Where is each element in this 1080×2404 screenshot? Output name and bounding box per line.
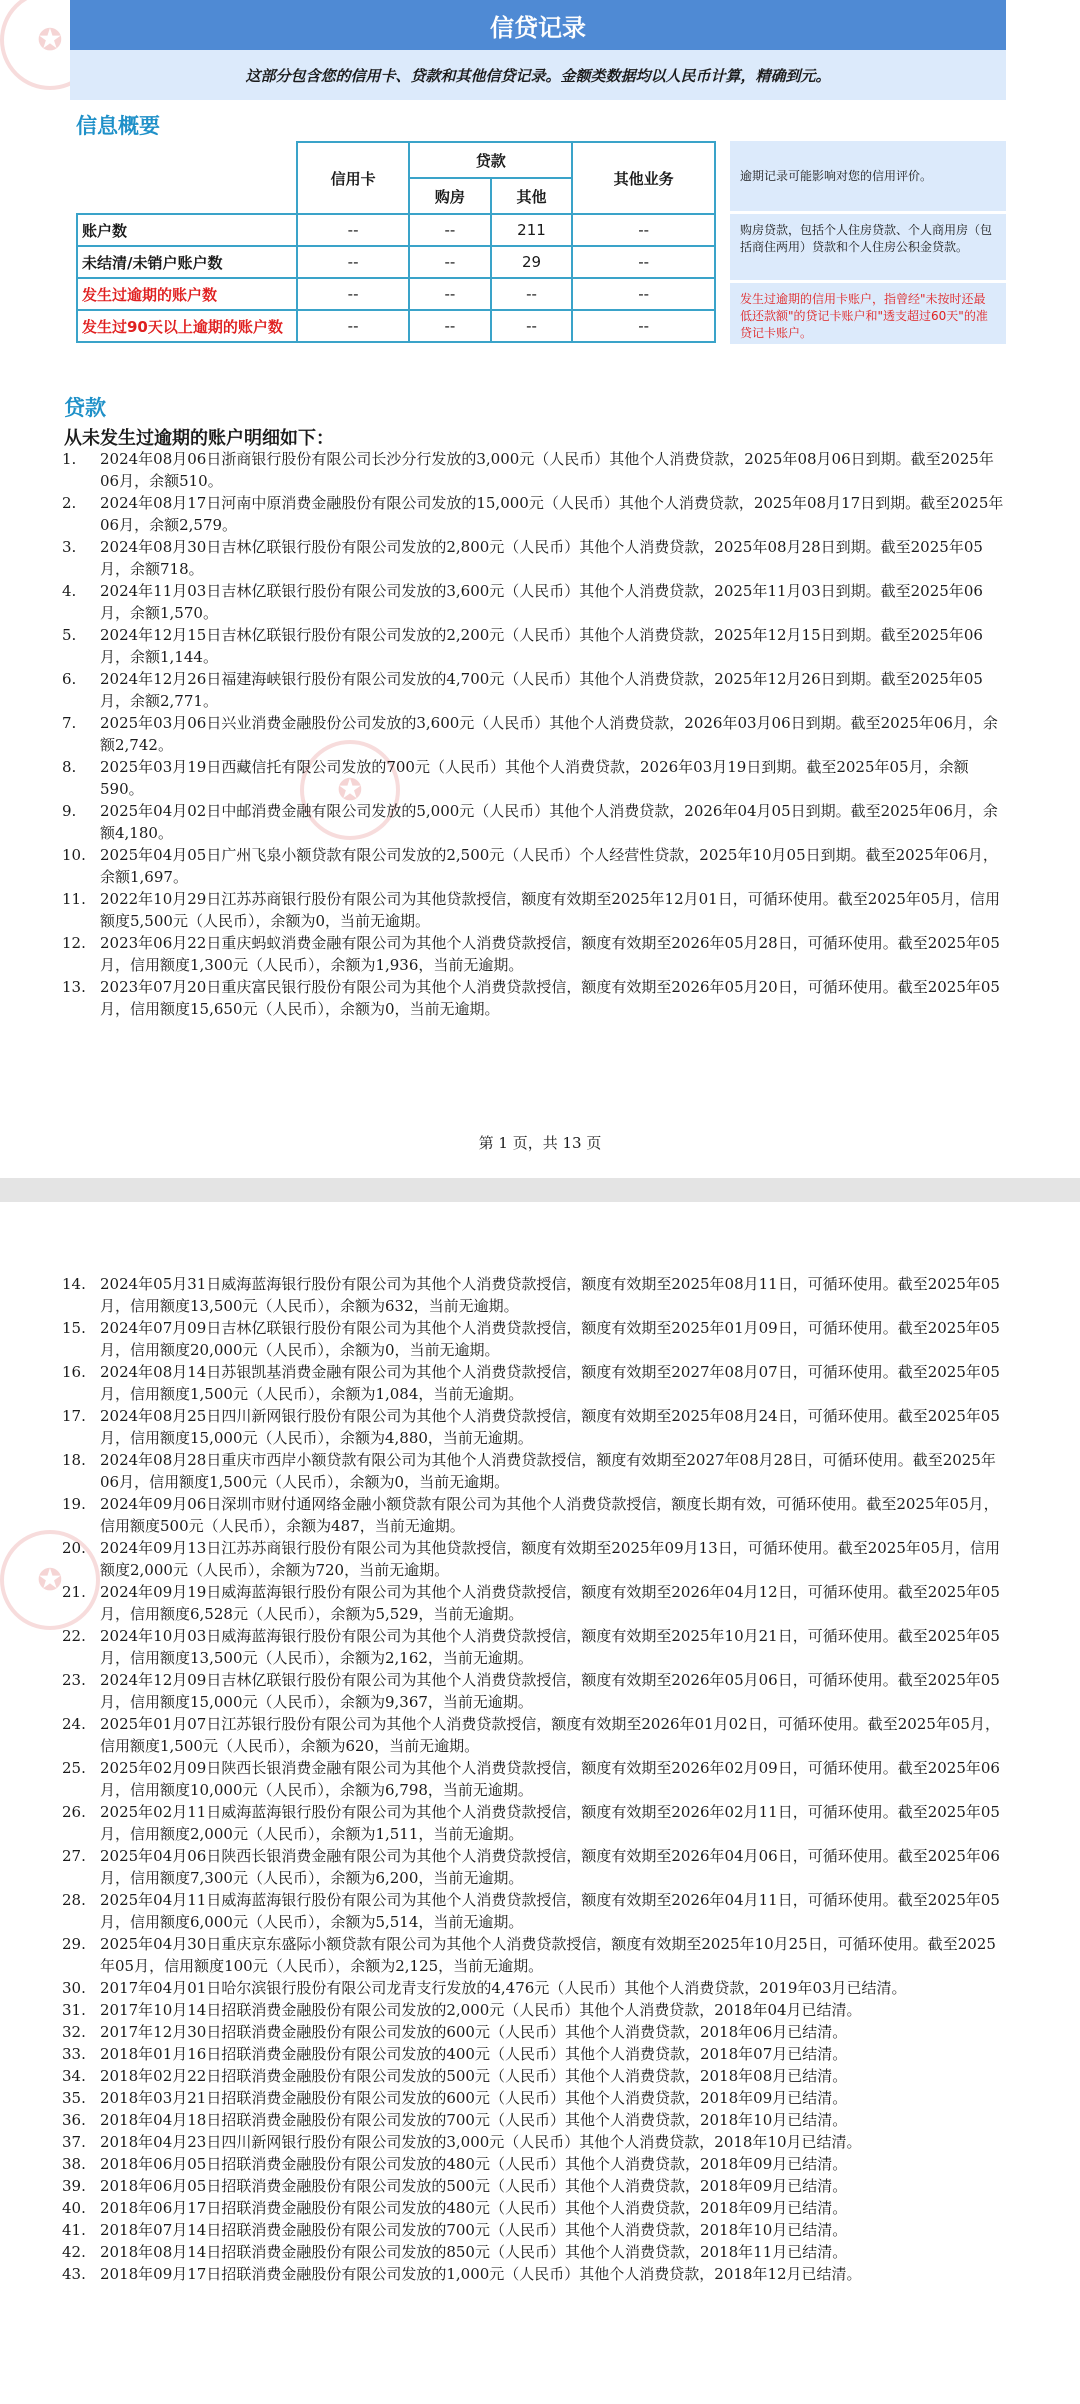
list-item [0, 1669, 1080, 1713]
list-item [0, 2109, 1080, 2131]
item-text: 2018年02月22日招联消费金融股份有限公司发放的500元（人民币）其他个人消费贷款，2018年08月已结清。 [100, 2067, 848, 2085]
item-number: 10. [62, 846, 86, 864]
list-item [0, 756, 1080, 800]
item-text: 2023年06月22日重庆蚂蚁消费金融有限公司为其他个人消费贷款授信，额度有效期至2026年05月28日，可循环使用。截至2025年05月，信用额度1,300元（人民币），余额为1,936，当前无逾期。 [100, 934, 1000, 974]
item-number: 7. [62, 714, 77, 732]
cell-other: 211 [491, 214, 573, 246]
seal-watermark: ✪ [300, 740, 400, 840]
item-text: 2024年08月17日河南中原消费金融股份有限公司发放的15,000元（人民币）其他个人消费贷款，2025年08月17日到期。截至2025年06月，余额2,579。 [100, 494, 1004, 534]
overview-notes [730, 141, 1006, 347]
col-credit-card: 信用卡 [297, 142, 409, 214]
item-text: 2024年12月15日吉林亿联银行股份有限公司发放的2,200元（人民币）其他个人消费贷款，2025年12月15日到期。截至2025年06月，余额1,144。 [100, 626, 983, 666]
list-item [0, 1889, 1080, 1933]
item-number: 41. [62, 2221, 86, 2239]
note: 发生过逾期的信用卡账户，指曾经"未按时还最低还款额"的贷记卡账户和"透支超过60天"的准贷记卡账户。 [730, 283, 1006, 344]
loans-title: 贷款 [64, 396, 106, 420]
item-number: 29. [62, 1935, 86, 1953]
seal-watermark: ✪ [0, 0, 100, 90]
cell-credit-card: -- [297, 278, 409, 310]
item-number: 4. [62, 582, 77, 600]
list-item [0, 580, 1080, 624]
loan-list-page2 [0, 1273, 1080, 2285]
item-text: 2018年07月14日招联消费金融股份有限公司发放的700元（人民币）其他个人消费贷款，2018年10月已结清。 [100, 2221, 848, 2239]
item-text: 2024年11月03日吉林亿联银行股份有限公司发放的3,600元（人民币）其他个人消费贷款，2025年11月03日到期。截至2025年06月，余额1,570。 [100, 582, 983, 622]
item-number: 37. [62, 2133, 86, 2151]
item-number: 43. [62, 2265, 86, 2283]
item-number: 3. [62, 538, 77, 556]
list-item [0, 2131, 1080, 2153]
item-number: 11. [62, 890, 86, 908]
item-number: 24. [62, 1715, 86, 1733]
item-text: 2024年08月25日四川新网银行股份有限公司为其他个人消费贷款授信，额度有效期至2025年08月24日，可循环使用。截至2025年05月，信用额度15,000元（人民币），余额为4,880，当前无逾期。 [100, 1407, 1000, 1447]
item-text: 2025年03月19日西藏信托有限公司发放的700元（人民币）其他个人消费贷款，2026年03月19日到期。截至2025年05月，余额590。 [100, 758, 969, 798]
row-label: 发生过90天以上逾期的账户数 [77, 310, 297, 342]
item-text: 2024年09月13日江苏苏商银行股份有限公司为其他贷款授信，额度有效期至2025年09月13日，可循环使用。截至2025年05月，信用额度2,000元（人民币），余额为720，当前无逾期。 [100, 1539, 1000, 1579]
list-item [0, 2175, 1080, 2197]
item-text: 2025年04月02日中邮消费金融有限公司发放的5,000元（人民币）其他个人消费贷款，2026年04月05日到期。截至2025年06月，余额4,180。 [100, 802, 998, 842]
item-text: 2022年10月29日江苏苏商银行股份有限公司为其他贷款授信，额度有效期至2025年12月01日，可循环使用。截至2025年05月，信用额度5,500元（人民币），余额为0，当前无逾期。 [100, 890, 1000, 930]
item-text: 2018年06月17日招联消费金融股份有限公司发放的480元（人民币）其他个人消费贷款，2018年09月已结清。 [100, 2199, 848, 2217]
item-number: 19. [62, 1495, 86, 1513]
list-item [0, 2043, 1080, 2065]
page-subtitle: 这部分包含您的信用卡、贷款和其他信贷记录。金额类数据均以人民币计算，精确到元。 [70, 50, 1006, 100]
list-item [0, 1977, 1080, 1999]
item-number: 16. [62, 1363, 86, 1381]
item-text: 2024年08月14日苏银凯基消费金融有限公司为其他个人消费贷款授信，额度有效期至2027年08月07日，可循环使用。截至2025年05月，信用额度1,500元（人民币），余额为1,084，当前无逾期。 [100, 1363, 1000, 1403]
cell-other: -- [491, 278, 573, 310]
item-text: 2024年07月09日吉林亿联银行股份有限公司为其他个人消费贷款授信，额度有效期至2025年01月09日，可循环使用。截至2025年05月，信用额度20,000元（人民币），余额为0，当前无逾期。 [100, 1319, 1000, 1359]
item-text: 2017年10月14日招联消费金融股份有限公司发放的2,000元（人民币）其他个人消费贷款，2018年04月已结清。 [100, 2001, 862, 2019]
list-item [0, 888, 1080, 932]
row-label: 账户数 [77, 214, 297, 246]
list-item [0, 2219, 1080, 2241]
item-text: 2024年12月09日吉林亿联银行股份有限公司为其他个人消费贷款授信，额度有效期至2026年05月06日，可循环使用。截至2025年05月，信用额度15,000元（人民币），余额为9,367，当前无逾期。 [100, 1671, 1000, 1711]
list-item [0, 800, 1080, 844]
list-item [0, 712, 1080, 756]
cell-credit-card: -- [297, 310, 409, 342]
row-label: 未结清/未销户账户数 [77, 246, 297, 278]
list-item [0, 1405, 1080, 1449]
item-text: 2018年04月23日四川新网银行股份有限公司发放的3,000元（人民币）其他个人消费贷款，2018年10月已结清。 [100, 2133, 862, 2151]
item-text: 2024年08月28日重庆市西岸小额贷款有限公司为其他个人消费贷款授信，额度有效期至2027年08月28日，可循环使用。截至2025年06月，信用额度1,500元（人民币），余额为0，当前无逾期。 [100, 1451, 996, 1491]
list-item [0, 1449, 1080, 1493]
overview-row [77, 278, 715, 310]
item-number: 34. [62, 2067, 86, 2085]
item-number: 20. [62, 1539, 86, 1557]
loans-intro: 从未发生过逾期的账户明细如下： [64, 428, 334, 449]
list-item [0, 2197, 1080, 2219]
item-text: 2018年03月21日招联消费金融股份有限公司发放的600元（人民币）其他个人消费贷款，2018年09月已结清。 [100, 2089, 848, 2107]
item-number: 25. [62, 1759, 86, 1777]
cell-other: -- [491, 310, 573, 342]
list-item [0, 2263, 1080, 2285]
cell-other-biz: -- [572, 214, 715, 246]
list-item [0, 1493, 1080, 1537]
list-item [0, 844, 1080, 888]
row-label: 发生过逾期的账户数 [77, 278, 297, 310]
list-item [0, 1757, 1080, 1801]
item-text: 2018年01月16日招联消费金融股份有限公司发放的400元（人民币）其他个人消费贷款，2018年07月已结清。 [100, 2045, 848, 2063]
list-item [0, 2241, 1080, 2263]
item-number: 2. [62, 494, 77, 512]
overview-title: 信息概要 [76, 114, 160, 138]
list-item [0, 624, 1080, 668]
item-text: 2025年04月30日重庆京东盛际小额贷款有限公司为其他个人消费贷款授信，额度有效期至2025年10月25日，可循环使用。截至2025年05月，信用额度100元（人民币），余额为2,125，当前无逾期。 [100, 1935, 996, 1975]
col-other-biz: 其他业务 [572, 142, 715, 214]
list-item [0, 2021, 1080, 2043]
item-number: 17. [62, 1407, 86, 1425]
overview-row [77, 214, 715, 246]
item-text: 2024年05月31日威海蓝海银行股份有限公司为其他个人消费贷款授信，额度有效期至2025年08月11日，可循环使用。截至2025年05月，信用额度13,500元（人民币），余额为632，当前无逾期。 [100, 1275, 1000, 1315]
item-number: 39. [62, 2177, 86, 2195]
item-text: 2018年08月14日招联消费金融股份有限公司发放的850元（人民币）其他个人消费贷款，2018年11月已结清。 [100, 2243, 848, 2261]
item-text: 2024年08月30日吉林亿联银行股份有限公司发放的2,800元（人民币）其他个人消费贷款，2025年08月28日到期。截至2025年05月，余额718。 [100, 538, 983, 578]
item-number: 21. [62, 1583, 86, 1601]
cell-house: -- [409, 278, 491, 310]
cell-house: -- [409, 214, 491, 246]
col-other: 其他 [491, 178, 573, 214]
item-number: 40. [62, 2199, 86, 2217]
list-item [0, 932, 1080, 976]
item-number: 26. [62, 1803, 86, 1821]
item-text: 2025年03月06日兴业消费金融股份公司发放的3,600元（人民币）其他个人消费贷款，2026年03月06日到期。截至2025年06月，余额2,742。 [100, 714, 998, 754]
list-item [0, 1581, 1080, 1625]
cell-other-biz: -- [572, 310, 715, 342]
page-number: 第 1 页，共 13 页 [478, 1134, 602, 1152]
page-title: 信贷记录 [70, 0, 1006, 50]
cell-credit-card: -- [297, 246, 409, 278]
loan-list-page1 [0, 448, 1080, 1020]
list-item [0, 1933, 1080, 1977]
item-text: 2023年07月20日重庆富民银行股份有限公司为其他个人消费贷款授信，额度有效期至2026年05月20日，可循环使用。截至2025年05月，信用额度15,650元（人民币），余额为0，当前无逾期。 [100, 978, 1000, 1018]
item-number: 14. [62, 1275, 86, 1293]
list-item [0, 2087, 1080, 2109]
item-number: 33. [62, 2045, 86, 2063]
note: 逾期记录可能影响对您的信用评价。 [730, 141, 1006, 211]
item-number: 27. [62, 1847, 86, 1865]
item-number: 28. [62, 1891, 86, 1909]
item-number: 5. [62, 626, 77, 644]
corner-cell [77, 142, 297, 214]
item-number: 8. [62, 758, 77, 776]
item-text: 2025年04月06日陕西长银消费金融有限公司为其他个人消费贷款授信，额度有效期至2026年04月06日，可循环使用。截至2025年06月，信用额度7,300元（人民币），余额为6,200，当前无逾期。 [100, 1847, 1000, 1887]
list-item [0, 1273, 1080, 1317]
list-item [0, 1999, 1080, 2021]
item-number: 32. [62, 2023, 86, 2041]
cell-other-biz: -- [572, 278, 715, 310]
cell-other: 29 [491, 246, 573, 278]
item-text: 2025年04月11日威海蓝海银行股份有限公司为其他个人消费贷款授信，额度有效期至2026年04月11日，可循环使用。截至2025年05月，信用额度6,000元（人民币），余额为5,514，当前无逾期。 [100, 1891, 1000, 1931]
item-text: 2017年12月30日招联消费金融股份有限公司发放的600元（人民币）其他个人消费贷款，2018年06月已结清。 [100, 2023, 848, 2041]
note: 购房贷款，包括个人住房贷款、个人商用房（包括商住两用）贷款和个人住房公积金贷款。 [730, 214, 1006, 280]
item-text: 2024年12月26日福建海峡银行股份有限公司发放的4,700元（人民币）其他个人消费贷款，2025年12月26日到期。截至2025年05月，余额2,771。 [100, 670, 983, 710]
cell-house: -- [409, 310, 491, 342]
item-number: 9. [62, 802, 77, 820]
list-item [0, 2153, 1080, 2175]
item-text: 2018年04月18日招联消费金融股份有限公司发放的700元（人民币）其他个人消费贷款，2018年10月已结清。 [100, 2111, 848, 2129]
seal-watermark: ✪ [0, 1530, 100, 1630]
item-text: 2025年02月11日威海蓝海银行股份有限公司为其他个人消费贷款授信，额度有效期至2026年02月11日，可循环使用。截至2025年05月，信用额度2,000元（人民币），余额为1,511，当前无逾期。 [100, 1803, 1000, 1843]
item-text: 2025年04月05日广州飞泉小额贷款有限公司发放的2,500元（人民币）个人经营性贷款，2025年10月05日到期。截至2025年06月，余额1,697。 [100, 846, 998, 886]
item-number: 30. [62, 1979, 86, 1997]
item-number: 12. [62, 934, 86, 952]
item-number: 35. [62, 2089, 86, 2107]
item-text: 2024年08月06日浙商银行股份有限公司长沙分行发放的3,000元（人民币）其他个人消费贷款，2025年08月06日到期。截至2025年06月，余额510。 [100, 450, 994, 490]
list-item [0, 1801, 1080, 1845]
list-item [0, 1537, 1080, 1581]
cell-house: -- [409, 246, 491, 278]
list-item [0, 976, 1080, 1020]
cell-other-biz: -- [572, 246, 715, 278]
item-number: 18. [62, 1451, 86, 1469]
page-divider [0, 1178, 1080, 1202]
list-item [0, 492, 1080, 536]
item-number: 22. [62, 1627, 86, 1645]
item-text: 2018年09月17日招联消费金融股份有限公司发放的1,000元（人民币）其他个人消费贷款，2018年12月已结清。 [100, 2265, 862, 2283]
list-item [0, 536, 1080, 580]
item-text: 2025年02月09日陕西长银消费金融有限公司为其他个人消费贷款授信，额度有效期至2026年02月09日，可循环使用。截至2025年06月，信用额度10,000元（人民币），余额为6,798，当前无逾期。 [100, 1759, 1000, 1799]
list-item [0, 1713, 1080, 1757]
list-item [0, 2065, 1080, 2087]
item-text: 2017年04月01日哈尔滨银行股份有限公司龙青支行发放的4,476元（人民币）其他个人消费贷款，2019年03月已结清。 [100, 1979, 907, 1997]
col-loan: 贷款 [409, 142, 572, 178]
item-text: 2024年09月06日深圳市财付通网络金融小额贷款有限公司为其他个人消费贷款授信，额度长期有效，可循环使用。截至2025年05月，信用额度500元（人民币），余额为487，当前无逾期。 [100, 1495, 999, 1535]
item-number: 13. [62, 978, 86, 996]
item-number: 6. [62, 670, 77, 688]
overview-table [76, 141, 716, 343]
item-text: 2025年01月07日江苏银行股份有限公司为其他个人消费贷款授信，额度有效期至2026年01月02日，可循环使用。截至2025年05月，信用额度1,500元（人民币），余额为620，当前无逾期。 [100, 1715, 1000, 1755]
list-item [0, 1845, 1080, 1889]
item-number: 1. [62, 450, 77, 468]
list-item [0, 1625, 1080, 1669]
item-number: 38. [62, 2155, 86, 2173]
cell-credit-card: -- [297, 214, 409, 246]
item-text: 2024年10月03日威海蓝海银行股份有限公司为其他个人消费贷款授信，额度有效期至2025年10月21日，可循环使用。截至2025年05月，信用额度13,500元（人民币），余额为2,162，当前无逾期。 [100, 1627, 1000, 1667]
overview-row [77, 310, 715, 342]
list-item [0, 1361, 1080, 1405]
item-number: 31. [62, 2001, 86, 2019]
item-text: 2024年09月19日威海蓝海银行股份有限公司为其他个人消费贷款授信，额度有效期至2026年04月12日，可循环使用。截至2025年05月，信用额度6,528元（人民币），余额为5,529，当前无逾期。 [100, 1583, 1000, 1623]
overview-row [77, 246, 715, 278]
item-number: 15. [62, 1319, 86, 1337]
col-house: 购房 [409, 178, 491, 214]
list-item [0, 1317, 1080, 1361]
list-item [0, 448, 1080, 492]
item-number: 42. [62, 2243, 86, 2261]
list-item [0, 668, 1080, 712]
item-text: 2018年06月05日招联消费金融股份有限公司发放的500元（人民币）其他个人消费贷款，2018年09月已结清。 [100, 2177, 848, 2195]
item-number: 23. [62, 1671, 86, 1689]
item-text: 2018年06月05日招联消费金融股份有限公司发放的480元（人民币）其他个人消费贷款，2018年09月已结清。 [100, 2155, 848, 2173]
item-number: 36. [62, 2111, 86, 2129]
